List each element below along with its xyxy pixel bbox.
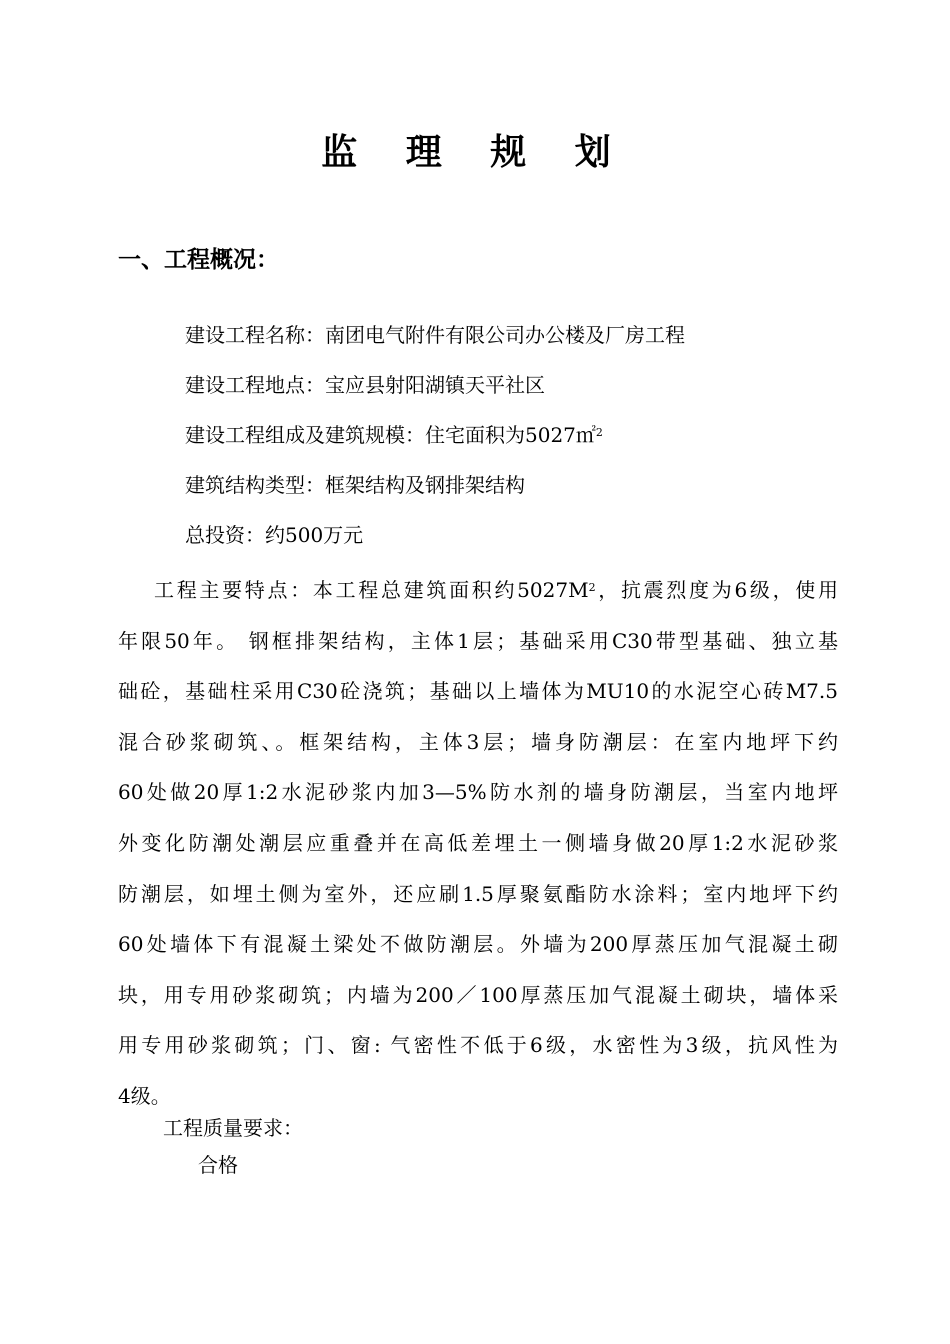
features-line: 外变化防潮处潮层应重叠并在高低差埋土一侧墙身做20厚1:2水泥砂浆 xyxy=(118,830,838,855)
features-line xyxy=(118,565,838,616)
project-name-line: 建设工程名称：南团电气附件有限公司办公楼及厂房工程 xyxy=(185,323,685,347)
structure-type-line: 建筑结构类型：框架结构及钢排架结构 xyxy=(185,473,525,497)
page-title: 监 理 规 划 xyxy=(321,131,629,173)
features-line: 用专用砂浆砌筑；门、窗: 气密性不低于6级，水密性为3级，抗风性为 xyxy=(118,1033,838,1058)
features-line: 础砼，基础柱采用C30砼浇筑；基础以上墙体为MU10的水泥空心砖M7.5 xyxy=(118,679,838,704)
section-heading: 一、工程概况： xyxy=(118,246,279,273)
features-line: 4级。 xyxy=(118,1083,171,1108)
features-area-superscript: 2 xyxy=(588,581,596,594)
project-scale-text: 建设工程组成及建筑规模：住宅面积为5027㎡ xyxy=(185,423,596,447)
project-scale-superscript: 2 xyxy=(595,426,603,439)
features-line1-end: ，抗震烈度为6级，使用 xyxy=(595,578,838,602)
features-line: 混合砂浆砌筑、。框架结构，主体3层；墙身防潮层：在室内地坪下约 xyxy=(118,729,838,754)
features-line1-start: 工程主要特点：本工程总建筑面积约5027M xyxy=(154,578,589,602)
features-line: 防潮层，如埋土侧为室外，还应刷1.5厚聚氨酯防水涂料；室内地坪下约 xyxy=(118,881,838,906)
quality-requirement-value: 合格 xyxy=(198,1153,238,1177)
features-paragraph xyxy=(118,565,838,1122)
features-line: 块，用专用砂浆砌筑；内墙为200／100厚蒸压加气混凝土砌块，墙体采 xyxy=(118,982,838,1007)
features-line: 60处墙体下有混凝土梁处不做防潮层。外墙为200厚蒸压加气混凝土砌 xyxy=(118,932,838,957)
project-location-line: 建设工程地点：宝应县射阳湖镇天平社区 xyxy=(185,373,545,397)
quality-requirement-label: 工程质量要求： xyxy=(163,1116,303,1140)
project-scale-line xyxy=(185,420,603,450)
features-line: 年限50年。 钢框排架结构，主体1层；基础采用C30带型基础、独立基 xyxy=(118,628,838,653)
investment-line: 总投资：约500万元 xyxy=(185,523,364,547)
features-line: 60处做20厚1:2水泥砂浆内加3—5%防水剂的墙身防潮层，当室内地坪 xyxy=(118,780,838,805)
